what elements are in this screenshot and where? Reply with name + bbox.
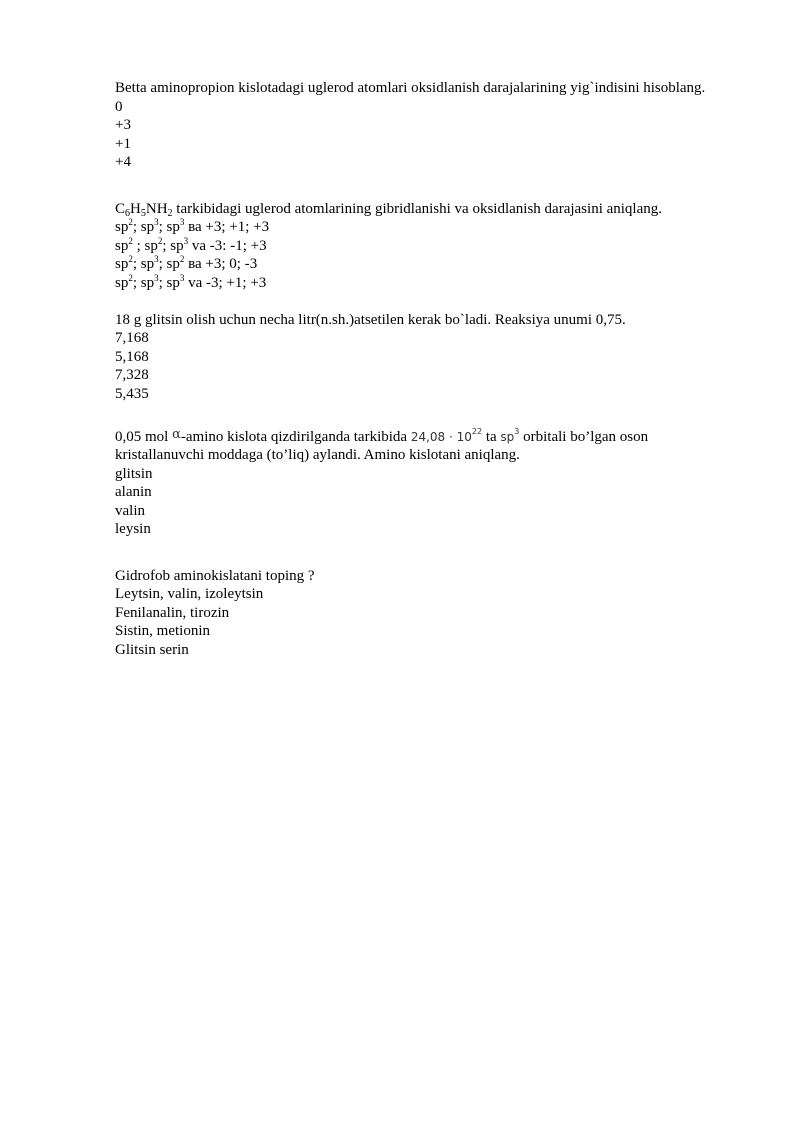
question-2-option-1: $sp^2$; $sp^3$; $sp^3$ ва +3; +1; +3 [115, 217, 270, 235]
question-4-option-1: glitsin [115, 465, 153, 482]
question-2 [115, 200, 715, 293]
question-1-option-2: +3 [115, 117, 131, 133]
question-5-option-1: Leytsin, valin, izoleytsin [115, 586, 264, 602]
question-1-option-3: +1 [115, 135, 131, 152]
question-5-option-4: Glitsin serin [115, 641, 189, 658]
question-3-option-2: 5,168 [115, 348, 149, 365]
question-2-prompt: $C_6H_5NH_2$ tarkibidagi uglerod atomlarining gibridlanishi va oksidlanish darajasini aniqlang. [115, 200, 663, 219]
question-4 [115, 426, 715, 539]
question-4-prompt: 0,05 mol α-amino kislota qizdirilganda tarkibida $24,08 \cdot 10^{22}$ ta $sp^3$ orbitali bo’lgan oson kristallanuvchi moddaga (to’liq) aylandi. Amino kislotani aniqlang. [115, 426, 649, 463]
question-1-option-1: 0 [115, 98, 123, 115]
question-1 [115, 79, 715, 172]
question-2-option-2: $sp^2$ ; $sp^2$; $sp^3$ va -3: -1; +3 [115, 235, 267, 254]
sp3-image: $sp^3$ [500, 426, 520, 444]
formula-image: $24,08 \cdot 10^{22}$ [410, 426, 483, 444]
question-5-prompt: Gidrofob aminokislatani toping ? [115, 567, 315, 584]
question-1-prompt: Betta aminopropion kislotadagi uglerod atomlari oksidlanish darajalarining yig`indisini hisoblang. [115, 80, 706, 96]
question-3-prompt: 18 g glitsin olish uchun necha litr(n.sh.)atsetilen kerak bo`ladi. Reaksiya unumi 0,75. [115, 311, 626, 328]
question-4-option-2: alanin [115, 484, 152, 500]
question-3-option-3: 7,328 [115, 367, 149, 383]
question-1-option-4: +4 [115, 154, 131, 170]
question-4-option-4: leysin [115, 521, 151, 537]
question-5-option-3: Sistin, metionin [115, 623, 211, 639]
document-content [115, 79, 715, 659]
question-3-option-1: 7,168 [115, 330, 149, 346]
question-2-option-3: $sp^2$; $sp^3$; $sp^2$ ва +3; 0; -3 [115, 254, 258, 272]
question-5-option-2: Fenilanalin, tirozin [115, 604, 230, 621]
question-3 [115, 311, 715, 404]
question-5 [115, 567, 715, 660]
question-3-option-4: 5,435 [115, 385, 149, 402]
question-2-option-4: $sp^2$; $sp^3$; $sp^3$ va -3; +1; +3 [115, 272, 267, 291]
alpha-symbol: α [172, 426, 181, 442]
question-4-option-3: valin [115, 502, 145, 519]
